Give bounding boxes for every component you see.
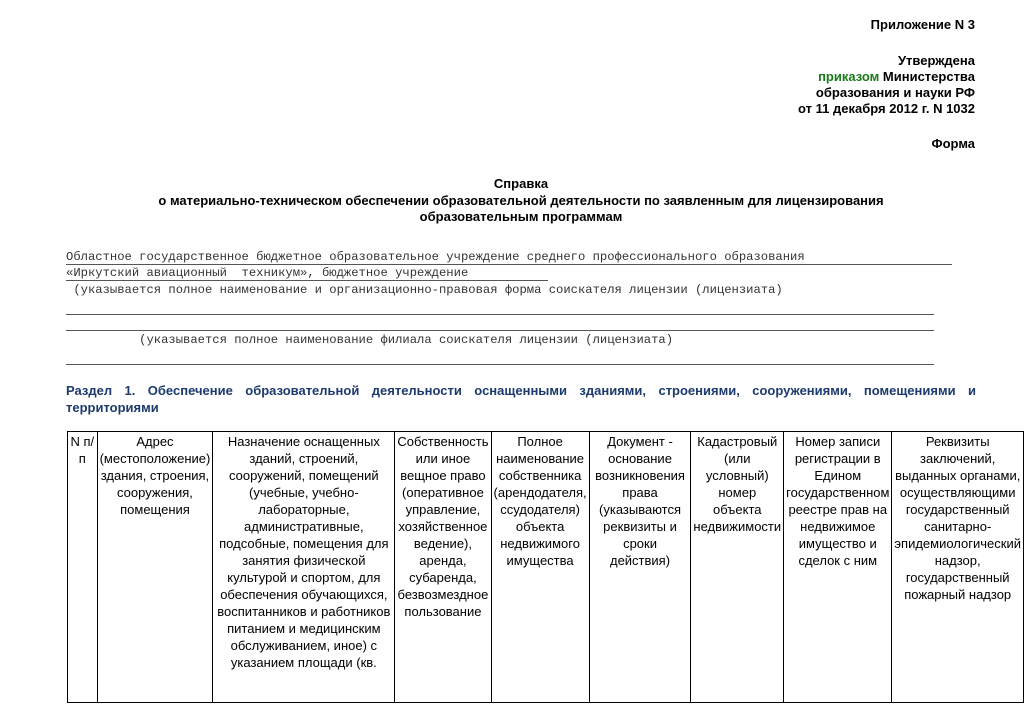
blank-line	[66, 314, 934, 315]
order-link[interactable]: приказом	[818, 69, 880, 84]
underline	[66, 264, 952, 265]
col-document: Документ - основание возникновения права (указываются реквизиты и сроки действия)	[589, 432, 691, 703]
col-ownership: Собственность или иное вещное право (оперативное управление, хозяйственное ведение), аренда, субаренда, безвозмездное пользование	[395, 432, 491, 703]
col-registration: Номер записи регистрации в Едином государственном реестре прав на недвижимое имущество и сделок с ним	[784, 432, 892, 703]
col-owner-name: Полное наименование собственника (арендодателя, ссудодателя) объекта недвижимого имущества	[491, 432, 589, 703]
col-conclusions: Реквизиты заключений, выданных органами, осуществляющими государственный санитарно-эпидемиологический надзор, государственный пожарный надзор	[892, 432, 1024, 703]
underline	[66, 280, 548, 281]
document-subtitle-2: образовательным программам	[419, 209, 623, 224]
table-header-row	[68, 432, 1024, 703]
order-line	[818, 69, 975, 84]
document-title: Справка	[493, 176, 549, 191]
document-subtitle-1: о материально-техническом обеспечении образовательной деятельности по заявленным для лицензирования	[158, 193, 884, 208]
blank-line	[66, 364, 934, 365]
order-date: от 11 декабря 2012 г. N 1032	[798, 101, 975, 116]
col-number: N п/п	[68, 432, 98, 703]
ministry-label-2: образования и науки РФ	[815, 85, 975, 100]
section-heading: Раздел 1. Обеспечение образовательной деятельности оснащенными зданиями, строениями, сооружениями, помещениями и территориями	[66, 383, 976, 415]
org-name-line-2: «Иркутский авиационный техникум», бюджетное учреждение	[66, 266, 469, 280]
appendix-label: Приложение N 3	[870, 17, 975, 32]
org-hint: (указывается полное наименование и организационно-правовая форма соискателя лицензии (лицензиата)	[66, 283, 783, 297]
ministry-label: Министерства	[882, 69, 975, 84]
branch-hint: (указывается полное наименование филиала соискателя лицензии (лицензиата)	[66, 333, 674, 347]
col-purpose: Назначение оснащенных зданий, строений, сооружений, помещений (учебные, учебно-лабораторные, административные, подсобные, помещения для занятия физической культурой и спортом, для обеспечения обучающихся, воспитанников и работников питанием и медицинским обслуживанием, иное) с указанием площади (кв.	[213, 432, 395, 703]
col-cadastral: Кадастровый (или условный) номер объекта недвижимости	[691, 432, 784, 703]
buildings-table	[67, 431, 1024, 703]
col-address: Адрес (местоположение) здания, строения, сооружения, помещения	[97, 432, 213, 703]
org-name-line-1: Областное государственное бюджетное образовательное учреждение среднего профессионального образования	[66, 250, 805, 264]
form-label: Форма	[931, 136, 975, 151]
approved-label: Утверждена	[897, 53, 975, 68]
blank-line	[66, 330, 934, 331]
